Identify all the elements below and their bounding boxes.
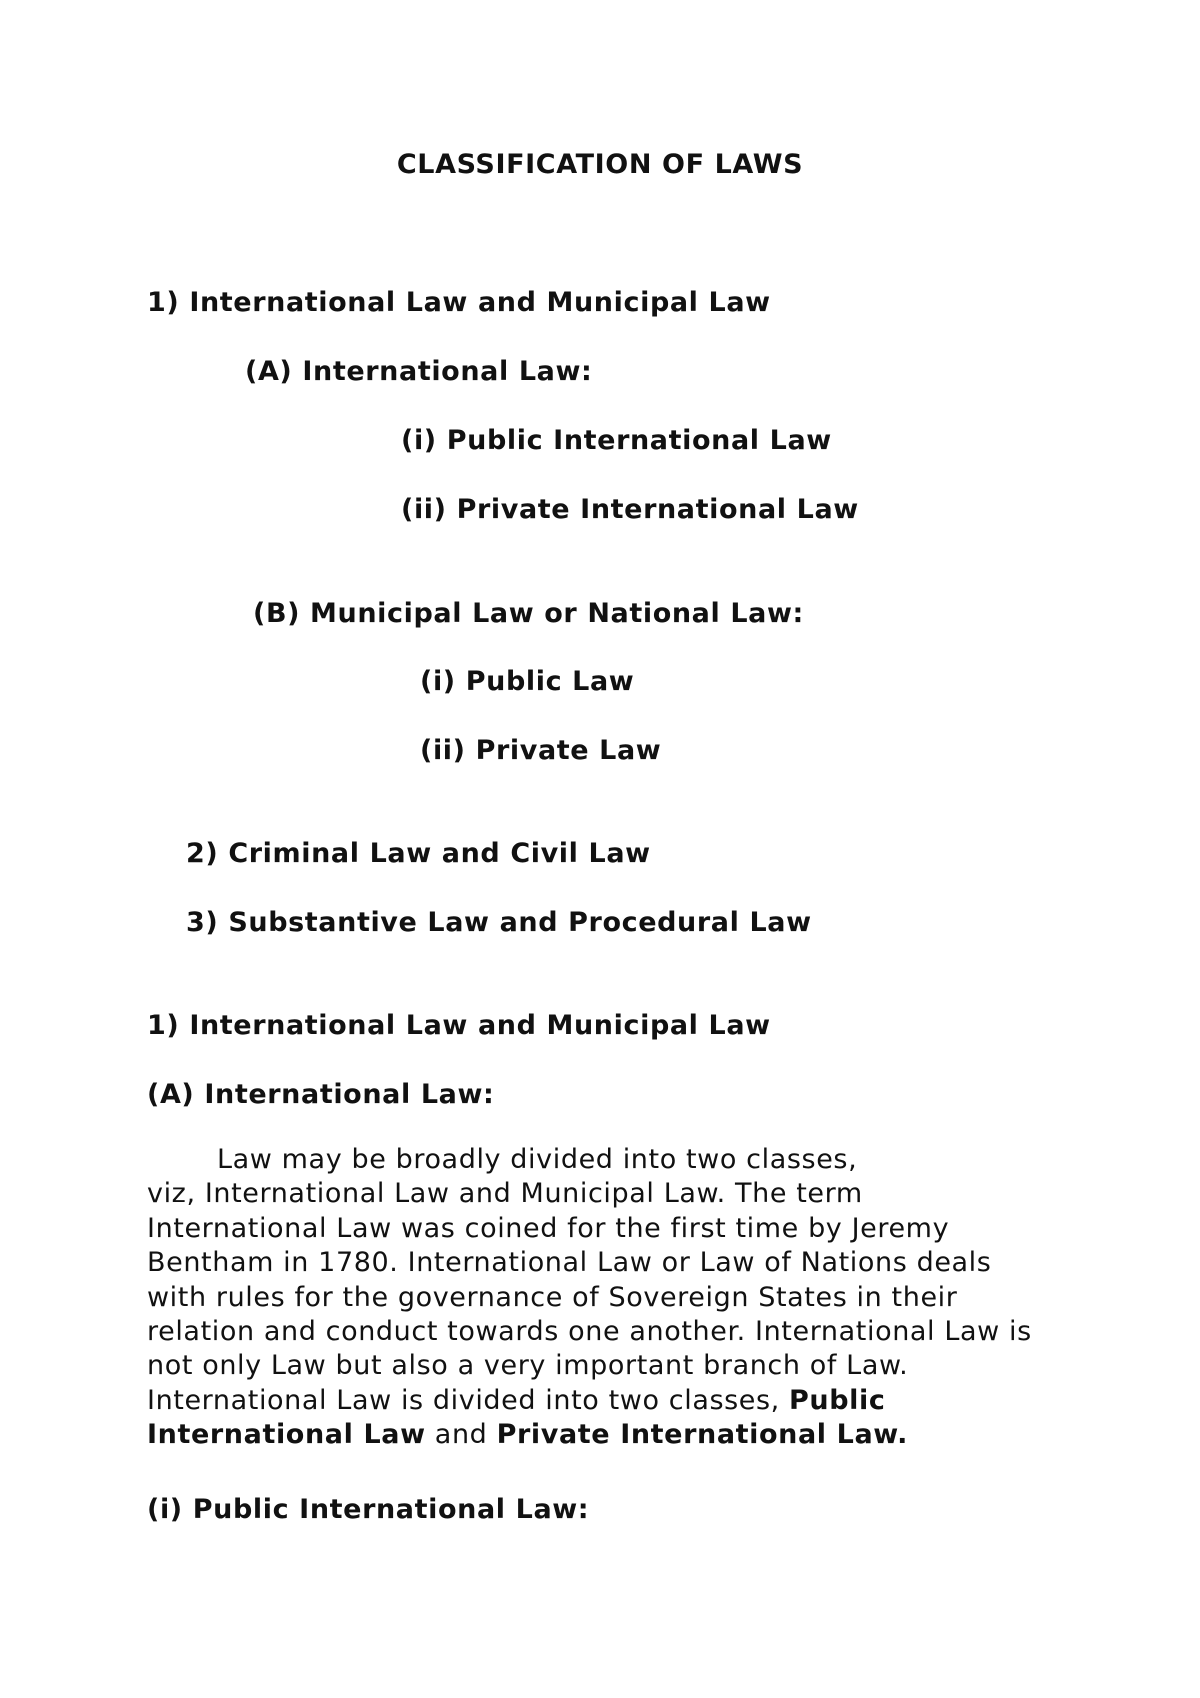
paragraph-line: International Law was coined for the first time by Jeremy [147,1212,950,1244]
bold-term-private-international-law: Private International Law. [496,1419,908,1451]
section-subheading: (A) International Law: [147,1079,495,1110]
outline-item-1-b: (B) Municipal Law or National Law: [253,598,804,629]
paragraph-line: not only Law but also a very important branch of Law. [147,1350,909,1382]
body-paragraph [147,1143,1097,1453]
paragraph-line [147,1418,1097,1452]
document-title: CLASSIFICATION OF LAWS [396,149,804,180]
paragraph-line: relation and conduct towards one another. International Law is [147,1316,1032,1348]
outline-item-1-a-i: (i) Public International Law [401,425,832,456]
outline-item-1-a-ii: (ii) Private International Law [401,494,859,525]
next-subheading: (i) Public International Law: [147,1494,590,1525]
outline-item-1-b-ii: (ii) Private Law [420,735,662,766]
outline-item-2: 2) Criminal Law and Civil Law [186,838,651,869]
bold-term-public: Public [789,1384,886,1416]
paragraph-text: and [425,1419,497,1451]
outline-item-3: 3) Substantive Law and Procedural Law [186,907,812,938]
paragraph-line: with rules for the governance of Sovereign States in their [147,1281,958,1313]
paragraph-line: viz, International Law and Municipal Law. The term [147,1178,863,1210]
paragraph-text: International Law is divided into two classes, [147,1384,790,1416]
paragraph-line [147,1384,1097,1418]
paragraph-line: Law may be broadly divided into two classes, [217,1144,858,1175]
paragraph-line: Bentham in 1780. International Law or Law of Nations deals [147,1247,992,1279]
outline-item-1-b-i: (i) Public Law [420,666,635,697]
bold-term-international-law: International Law [147,1419,426,1451]
outline-item-1: 1) International Law and Municipal Law [147,287,771,318]
outline-item-1-a: (A) International Law: [245,356,593,387]
section-heading: 1) International Law and Municipal Law [147,1010,771,1041]
